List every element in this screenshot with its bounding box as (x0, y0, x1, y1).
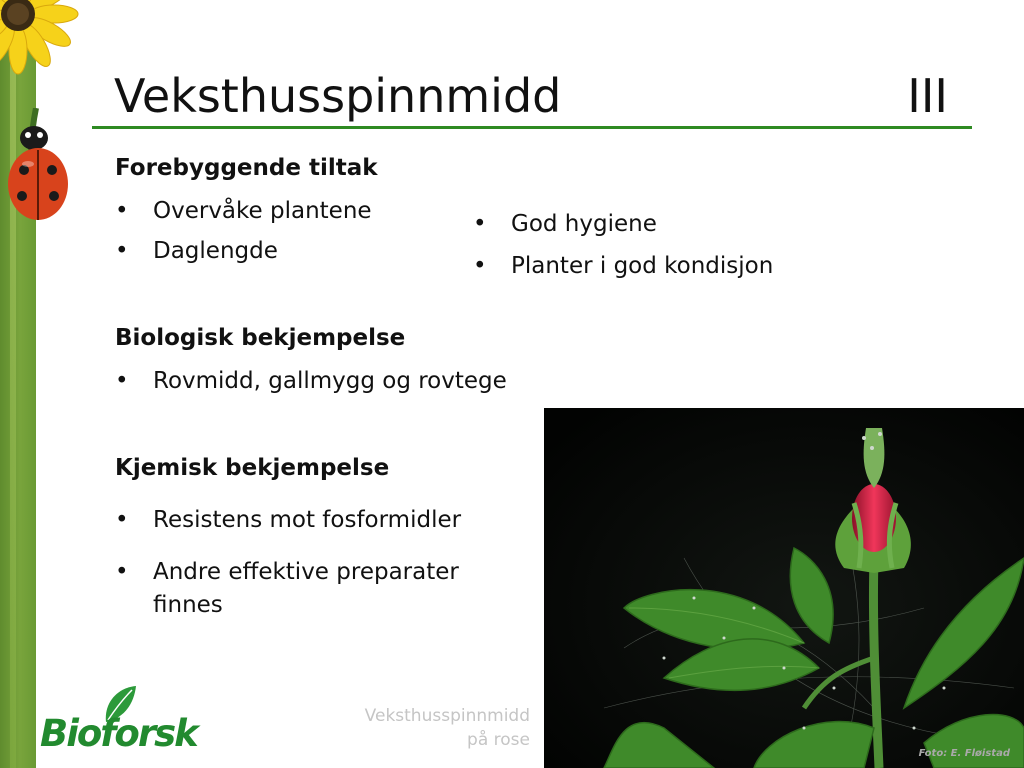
slide-title (114, 66, 974, 126)
title-text: Veksthusspinnmidd (114, 69, 562, 123)
logo-text: Bioforsk (40, 712, 197, 755)
bullet-dot: • (115, 238, 129, 264)
heading-chemical: Kjemisk bekjempelse (115, 455, 390, 481)
bullet-item (473, 250, 893, 283)
rose-photo (544, 408, 1024, 768)
bullet-text: God hygiene (511, 211, 657, 237)
bullet-text: Andre effektive preparater finnes (153, 559, 459, 618)
bullet-dot: • (115, 507, 129, 533)
bullet-text: Daglengde (153, 238, 278, 264)
photo-caption-line: Veksthusspinnmidd (364, 706, 530, 726)
photo-caption (330, 704, 530, 752)
title-underline (92, 126, 972, 129)
bullet-dot: • (115, 559, 129, 585)
photo-credit: Foto: E. Fløistad (918, 748, 1010, 759)
bioforsk-logo (38, 684, 197, 756)
ladybug-icon (2, 108, 72, 226)
bullet-text: Resistens mot fosformidler (153, 507, 462, 533)
bullet-item (115, 195, 445, 228)
bullet-item (115, 556, 515, 622)
sunflower-icon (0, 0, 100, 90)
bullet-text: Rovmidd, gallmygg og rovtege (153, 368, 507, 394)
bullet-item (115, 504, 525, 537)
heading-biological: Biologisk bekjempelse (115, 325, 406, 351)
bullet-dot: • (473, 253, 487, 279)
photo-caption-line: på rose (467, 730, 530, 750)
bullet-text: Planter i god kondisjon (511, 253, 774, 279)
bullet-item (473, 208, 893, 241)
heading-prevention: Forebyggende tiltak (115, 155, 378, 181)
bullet-dot: • (473, 211, 487, 237)
bullet-dot: • (115, 198, 129, 224)
bullet-text: Overvåke plantene (153, 198, 372, 224)
title-part-number: III (907, 69, 948, 123)
bullet-dot: • (115, 368, 129, 394)
rose-illustration (544, 408, 1024, 768)
bullet-item (115, 365, 545, 398)
bullet-item (115, 235, 445, 268)
